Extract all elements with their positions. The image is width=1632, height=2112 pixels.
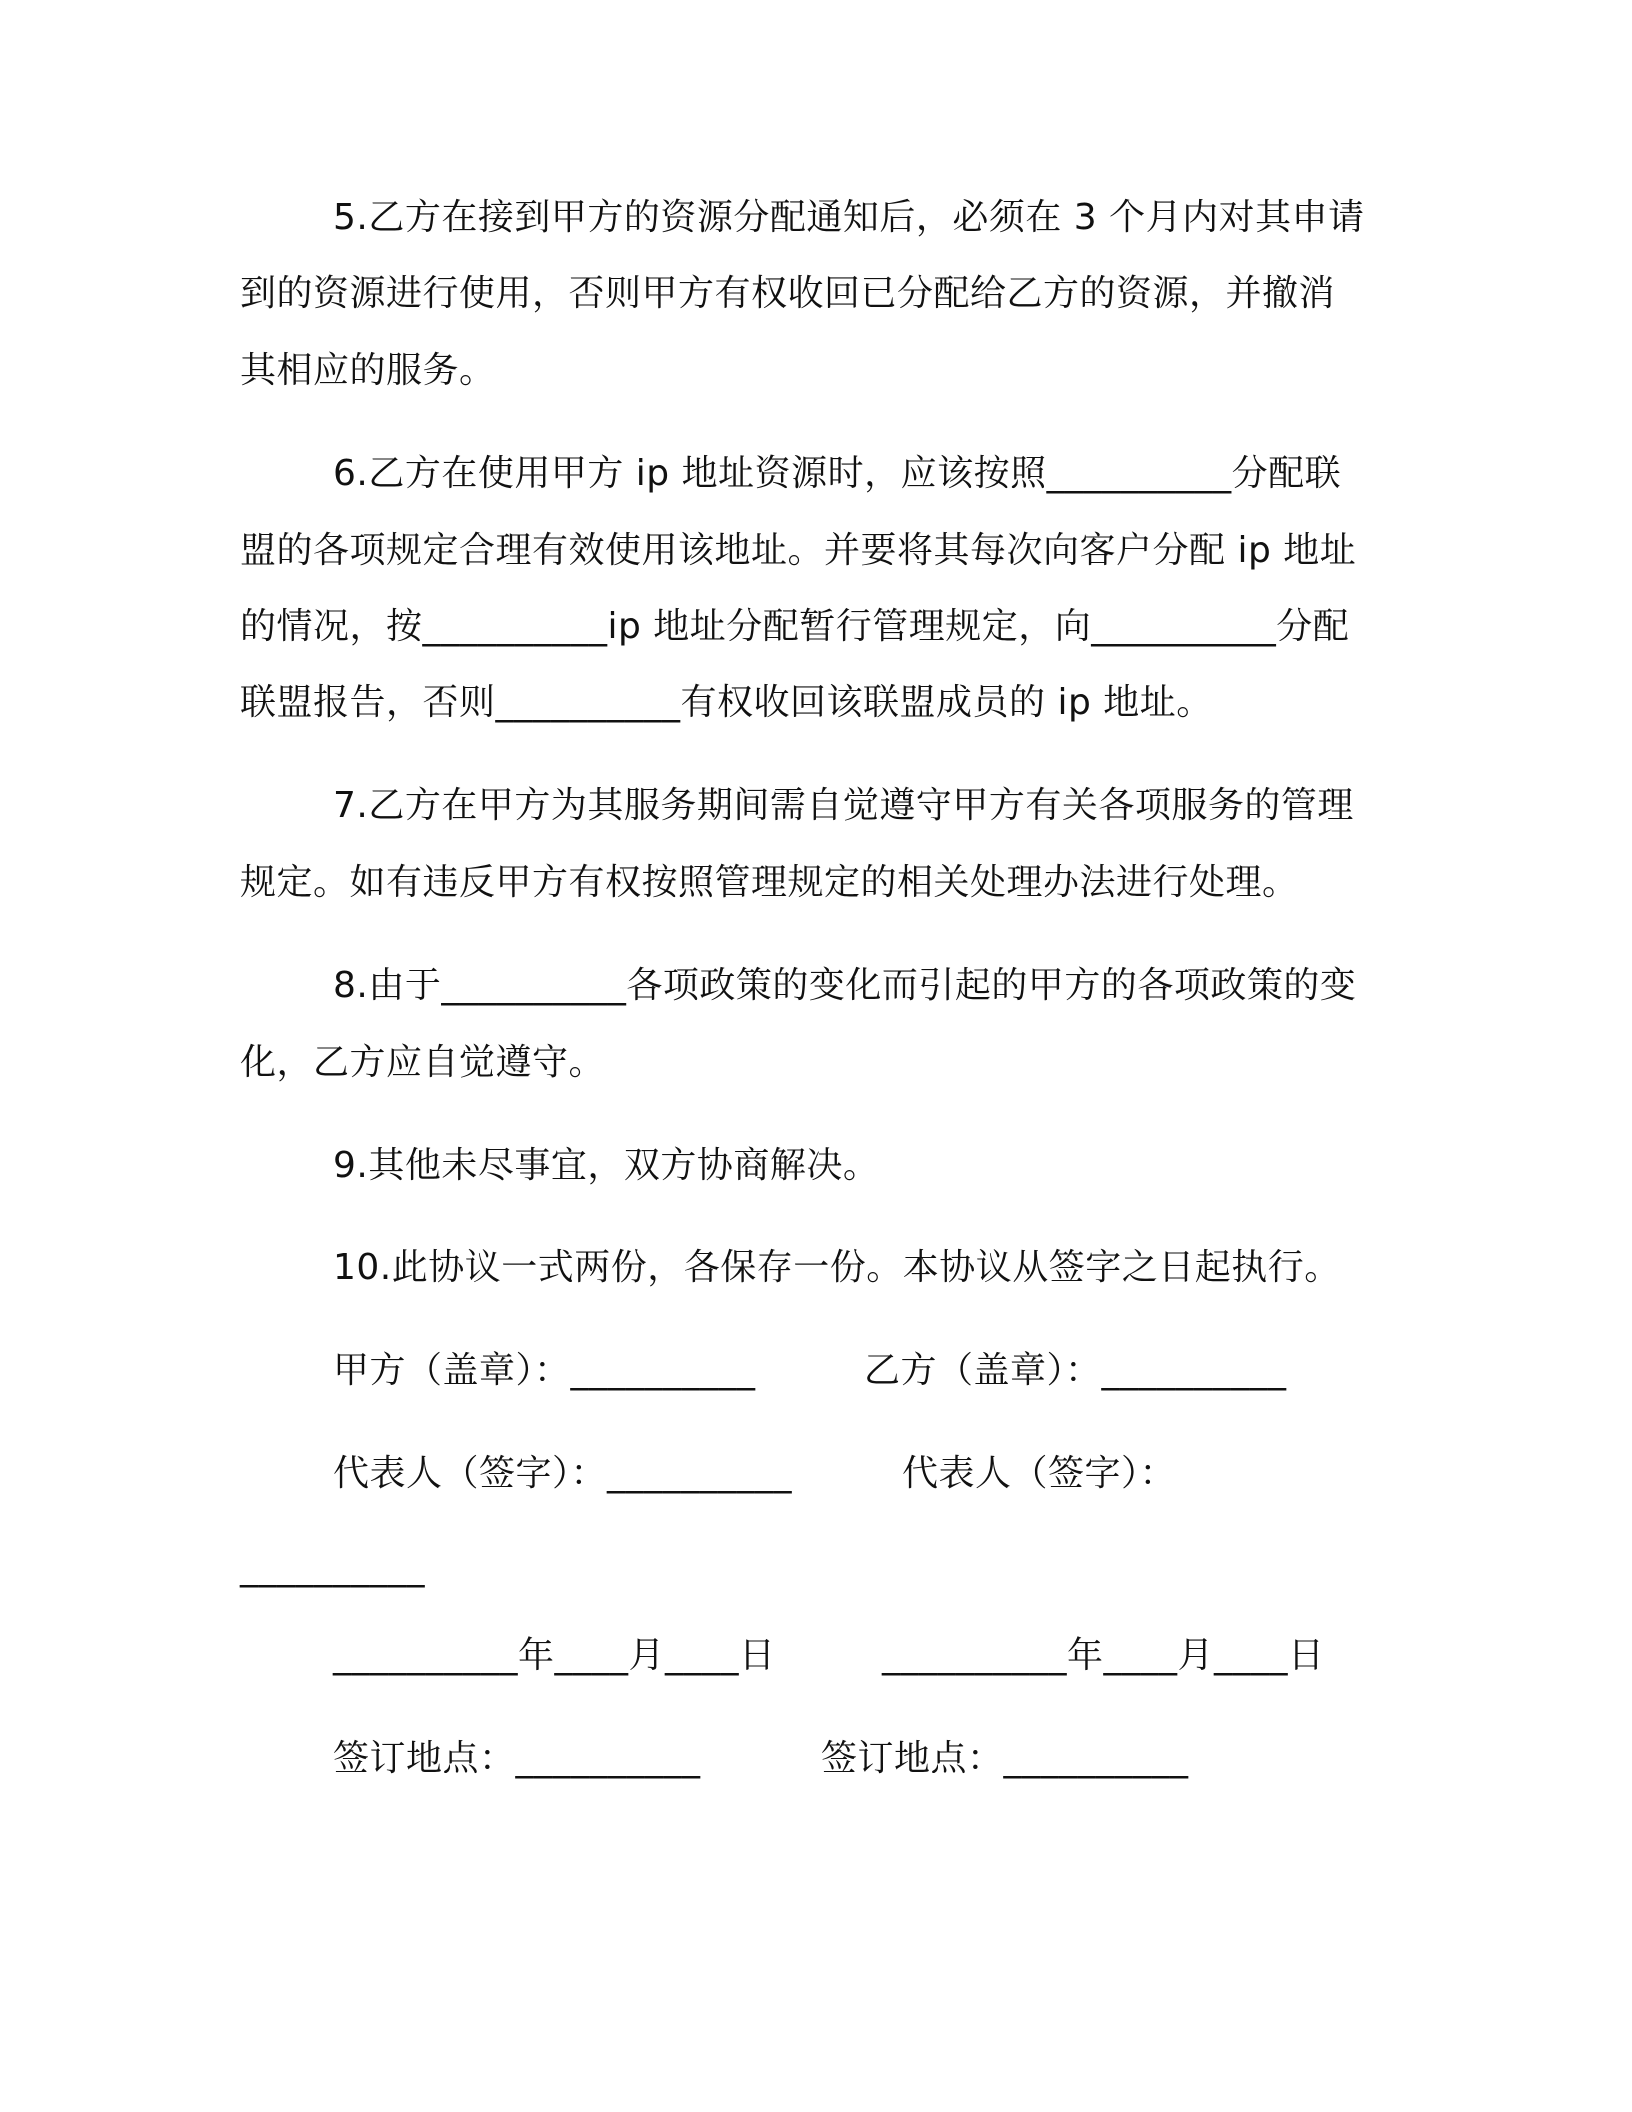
clause-10-line-1: 10.此协议一式两份，各保存一份。本协议从签字之日起执行。 [333,1247,1341,1288]
party-a-representative: 代表人（签字）：__________ [333,1453,793,1494]
clause-6-line-1: 6.乙方在使用甲方 ip 地址资源时，应该按照__________分配联 [333,453,1342,494]
party-a-date: __________年____月____日 [333,1635,776,1676]
clause-8-line-2: 化，乙方应自觉遵守。 [240,1042,606,1083]
party-b-seal: 乙方（盖章）：__________ [864,1350,1287,1391]
clause-5-line-1: 5.乙方在接到甲方的资源分配通知后，必须在 3 个月内对其申请 [333,197,1365,238]
clause-6-line-4: 联盟报告，否则__________有权收回该联盟成员的 ip 地址。 [240,682,1213,723]
clause-9-line-1: 9.其他未尽事宜，双方协商解决。 [333,1145,880,1186]
party-a-place: 签订地点：__________ [333,1738,701,1779]
party-b-place: 签订地点：__________ [821,1738,1189,1779]
clause-6-line-3: 的情况，按__________ip 地址分配暂行管理规定，向__________分配 [240,606,1350,647]
clause-7-line-2: 规定。如有违反甲方有权按照管理规定的相关处理办法进行处理。 [240,862,1299,903]
party-b-representative: 代表人（签字）： [902,1453,1177,1494]
party-b-date: __________年____月____日 [882,1635,1325,1676]
clause-8-line-1: 8.由于__________各项政策的变化而引起的甲方的各项政策的变 [333,965,1357,1006]
clause-7-line-1: 7.乙方在甲方为其服务期间需自觉遵守甲方有关各项服务的管理 [333,785,1354,826]
party-a-seal: 甲方（盖章）：__________ [333,1350,756,1391]
party-b-representative-blank: __________ [240,1547,425,1588]
clause-6-line-2: 盟的各项规定合理有效使用该地址。并要将其每次向客户分配 ip 地址 [240,530,1357,571]
clause-5-line-3: 其相应的服务。 [240,350,496,391]
clause-5-line-2: 到的资源进行使用，否则甲方有权收回已分配给乙方的资源，并撤消 [240,273,1336,314]
